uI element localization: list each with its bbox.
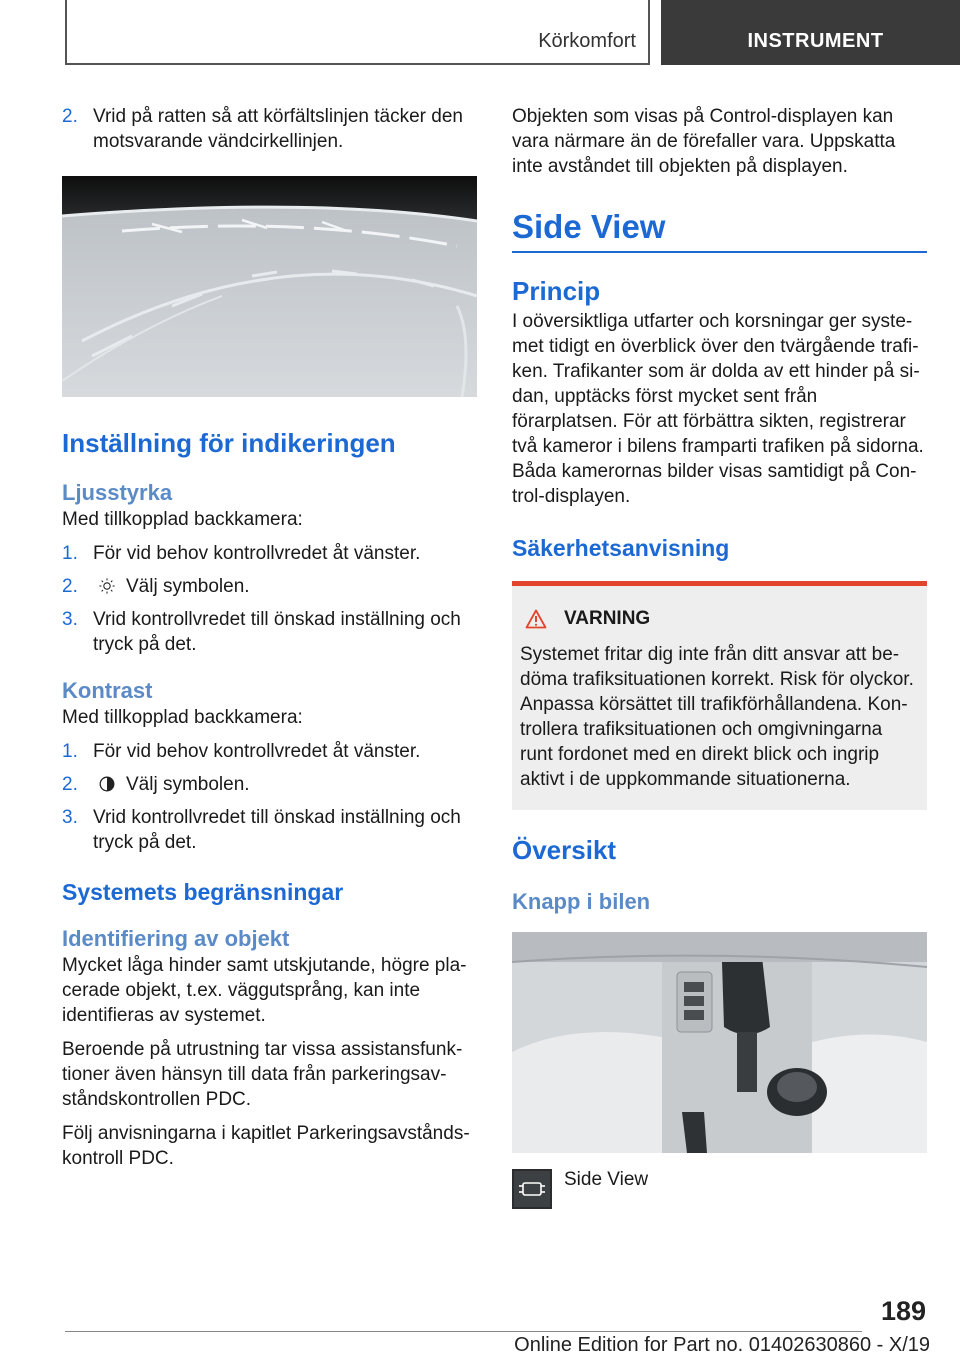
paragraph: Mycket låga hinder samt utskjutande, högre placerade objekt, t.ex. väggutsprång, kan inte identifieras av systemet. [62,955,467,1026]
chapter-heading: Side View [512,208,666,245]
paragraph: Med tillkopplad backkamera: [62,509,303,530]
button-legend [512,1169,927,1209]
section-heading: Inställning för indikeringen [62,428,396,458]
step-number: 3. [62,807,78,828]
subsection-heading: Ljusstyrka [62,480,173,505]
chapter-label: INSTRUMENT [747,30,884,52]
section-heading: Systemets begränsningar [62,879,344,905]
step-text: Vrid på ratten så att körfältslinjen täcker den motsvarande vändcirkellinjen. [93,106,463,152]
step-text: Vrid kontrollvredet till önskad inställning och tryck på det. [93,609,461,655]
section-heading: Översikt [512,835,617,865]
step-text: Vrid kontrollvredet till önskad inställning och tryck på det. [93,807,461,853]
step-item [62,805,477,855]
left-column [62,104,477,1180]
edition-text: Online Edition for Part no. 01402630860 - X/19 [514,1334,930,1356]
paragraph: Beroende på utrustning tar vissa assistansfunktioner även hänsyn till data från parkeringsavståndskontrollen PDC. [62,1039,463,1110]
page-number: 189 [880,1296,926,1326]
center-console-image [512,932,927,1153]
center-console-figure [512,932,927,1153]
warning-text: Systemet fritar dig inte från ditt ansvar att bedöma trafiksituationen korrekt. Risk för olyckor. Anpassa körsättet till trafikförhållandena. Kontrollera trafiksituationen och omgivningarna runt fordonet med en direkt blick och ingrip aktivt i de uppkommande situationerna. [520,644,914,790]
warning-box [512,581,927,810]
step-item [62,607,477,657]
button-legend-label: Side View [564,1169,649,1190]
step-text: För vid behov kontrollvredet åt vänster. [93,741,421,762]
section-heading: Säkerhetsanvisning [512,535,730,561]
camera-display-figure [62,176,477,397]
subsection-heading: Identifiering av objekt [62,926,290,951]
step-item [62,104,477,154]
subsection-heading: Kontrast [62,678,153,703]
header-section-title: Körkomfort [538,30,636,52]
step-text: Välj symbolen. [126,576,250,597]
footer-divider [65,1331,862,1332]
warning-title [525,608,919,630]
step-number: 3. [62,609,78,630]
step-number: 2. [62,106,78,127]
side-view-symbol-icon [519,1181,545,1197]
camera-display-image [62,176,477,397]
right-column [512,104,927,1209]
header-chapter-tab [661,0,960,65]
paragraph: Med tillkopplad backkamera: [62,707,303,728]
chapter-heading-block [512,207,927,253]
step-number: 1. [62,741,78,762]
step-number: 1. [62,543,78,564]
warning-triangle-icon [525,609,547,629]
step-item [62,739,477,764]
step-item [62,574,477,599]
subsection-heading: Knapp i bilen [512,889,651,914]
step-item [62,541,477,566]
step-number: 2. [62,576,78,597]
section-heading: Princip [512,276,601,306]
paragraph: I oöversiktliga utfarter och korsningar ger systemet tidigt en överblick över den tvärgående trafiken. Trafikanter som är dolda av ett hinder på sidan, upptäcks först mycket sent från förarplatsen. För att förbättra sikten, registrerar två kameror i bilens framparti trafiken på sidorna. Båda kamerornas bilder visas samtidigt på Control-displayen. [512,311,924,507]
paragraph: Objekten som visas på Control-displayen kan vara närmare än de förefaller vara. Uppskatta inte avståndet till objekten på displayen. [512,106,896,177]
step-text: Välj symbolen. [126,774,250,795]
side-view-button-icon [512,1169,552,1209]
step-item [62,772,477,797]
brightness-sun-icon [97,578,117,594]
paragraph: Följ anvisningarna i kapitlet Parkeringsavståndskontroll PDC. [62,1123,470,1169]
contrast-circle-icon [97,776,117,792]
step-number: 2. [62,774,78,795]
step-text: För vid behov kontrollvredet åt vänster. [93,543,421,564]
warning-title-text: VARNING [564,608,651,629]
